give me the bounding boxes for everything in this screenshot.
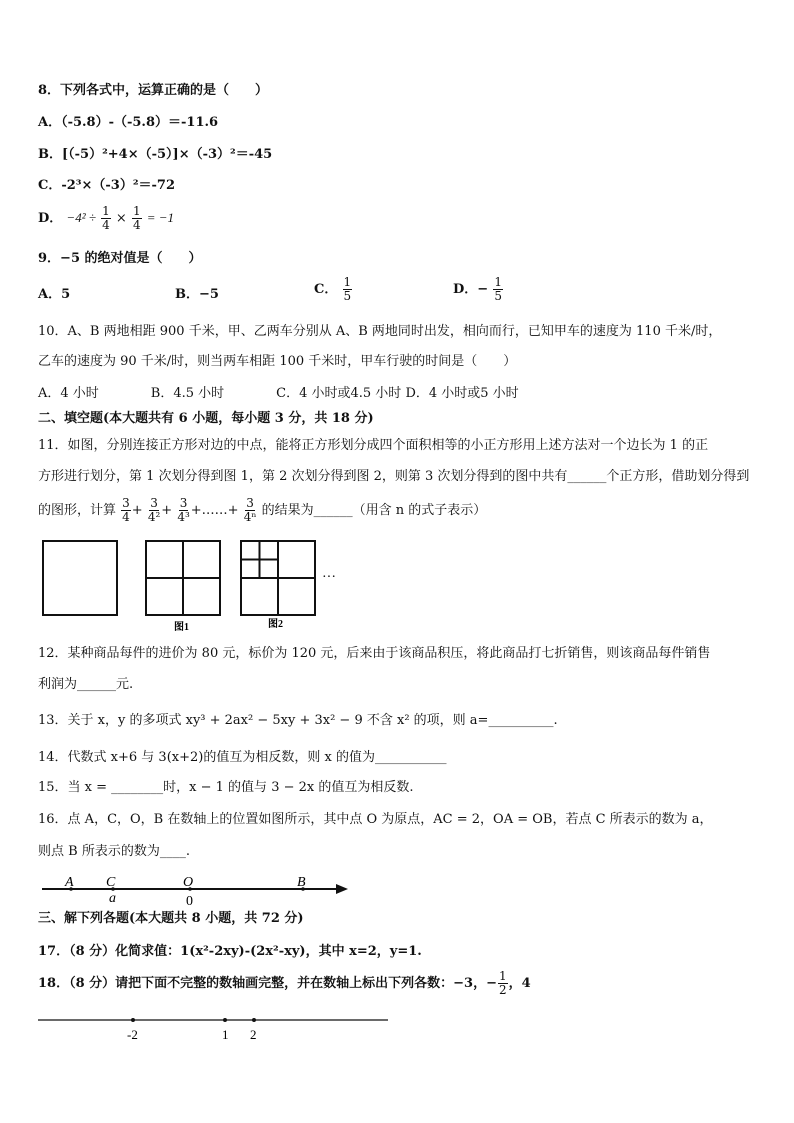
q16-line-2: 则点 B 所表示的数为____. — [38, 844, 190, 859]
q11-line-3: 的图形，计算 $\frac{3}{4}$ + $\frac{3}{\text{4²}}$ + $\frac{3}{\text{4³}}$ +……+ $\frac{3}{\text{4ⁿ}}$ 的结果为______（用含 n 的式子表示） — [38, 496, 487, 524]
q11-line-2: 方形进行划分，第 1 次划分得到图 1，第 2 次划分得到图 2，则第 3 次划分得到的图中共有______个正方形，借助划分得到 — [38, 469, 750, 484]
q11-fig1-label: 图1 — [174, 622, 189, 633]
q15: 15．当 x = ________时，x − 1 的值与 3 − 2x 的值互为相反数. — [38, 780, 414, 795]
q8-option-b: B．[（-5）²+4×（-5）]×（-3）²＝-45 — [38, 147, 273, 162]
q16-label-c: C — [106, 875, 116, 890]
q8-option-a: A．（-5.8）-（-5.8）＝-11.6 — [38, 115, 219, 130]
q16-label-b: B — [297, 875, 306, 890]
q13: 13．关于 x，y 的多项式 xy³ + 2ax² − 5xy + 3x² − 9 不含 x² 的项，则 a=__________. — [38, 713, 558, 728]
q8-stem: 8．下列各式中，运算正确的是（ ） — [38, 83, 269, 98]
q8-d-expr-left: −4² ÷ — [66, 210, 96, 225]
q11-ellipsis: ··· — [322, 570, 336, 585]
q14: 14．代数式 x+6 与 3(x+2)的值互为相反数，则 x 的值为___________ — [38, 750, 447, 765]
q18-number-line — [38, 1010, 398, 1050]
q8-d-frac-2: $\frac{1}{4}$ — [132, 204, 141, 232]
q9-option-d: D．− $\frac{1}{5}$ — [453, 275, 502, 303]
q9-option-b: B．−5 — [175, 287, 219, 302]
q11-figure-2 — [241, 541, 315, 615]
q11-figure-1 — [146, 541, 220, 615]
q16-label-a: A — [65, 875, 74, 890]
q8-d-result: = −1 — [146, 210, 175, 225]
q18-tick-2: 2 — [250, 1027, 257, 1042]
arrow-icon — [336, 884, 348, 894]
q16-label-o: O — [183, 875, 194, 890]
q18-tick-1: 1 — [222, 1027, 229, 1042]
q9-option-a: A．5 — [38, 287, 71, 302]
q16-line-1: 16．点 A，C，O，B 在数轴上的位置如图所示，其中点 O 为原点，AC = 2，OA = OB，若点 C 所表示的数为 a， — [38, 812, 713, 827]
q11-figures — [38, 536, 358, 636]
q11-square-base — [43, 541, 117, 615]
q8-d-prefix: D． — [38, 211, 63, 226]
q16-sublabel-zero: 0 — [186, 894, 193, 909]
q12-line-2: 利润为______元. — [38, 677, 134, 692]
section-3-heading: 三、解下列各题(本大题共 8 小题，共 72 分) — [38, 911, 304, 926]
q16-number-line — [38, 872, 358, 910]
q17: 17．（8 分）化简求值：1(x²-2xy)-(2x²-xy)，其中 x=2，y=1. — [38, 944, 422, 959]
q18-tick-neg2: -2 — [127, 1027, 138, 1042]
q8-d-frac-1: $\frac{1}{4}$ — [102, 204, 110, 232]
q8-option-d — [38, 205, 174, 232]
q10-line-2: 乙车的速度为 90 千米/时，则当两车相距 100 千米时，甲车行驶的时间是（ ） — [38, 354, 517, 369]
q12-line-1: 12．某种商品每件的进价为 80 元，标价为 120 元，后来由于该商品积压，将此商品打七折销售，则该商品每件销售 — [38, 646, 711, 661]
q11-fig2-label: 图2 — [268, 619, 283, 630]
section-2-heading: 二、填空题(本大题共有 6 小题，每小题 3 分，共 18 分) — [38, 411, 374, 426]
q8-d-times: × — [115, 211, 127, 226]
q9-stem: 9．−5 的绝对值是（ ） — [38, 251, 202, 266]
q18: 18．（8 分）请把下面不完整的数轴画完整，并在数轴上标出下列各数：−3，− $\frac{1}{2}$ ，4 — [38, 969, 531, 997]
q8-option-c: C．-2³×（-3）²＝-72 — [38, 178, 175, 193]
q10-line-1: 10．A、B 两地相距 900 千米，甲、乙两车分别从 A、B 两地同时出发，相向而行，已知甲车的速度为 110 千米/时， — [38, 324, 722, 339]
q10-options: A．4 小时 B．4.5 小时 C．4 小时或4.5 小时 D．4 小时或5 小时 — [38, 386, 519, 401]
q9-option-c: C． $\frac{1}{5}$ — [314, 275, 352, 303]
q16-sublabel-a: a — [109, 891, 116, 906]
q11-line-1: 11．如图，分别连接正方形对边的中点，能将正方形划分成四个面积相等的小正方形用上述方法对一个边长为 1 的正 — [38, 438, 709, 453]
